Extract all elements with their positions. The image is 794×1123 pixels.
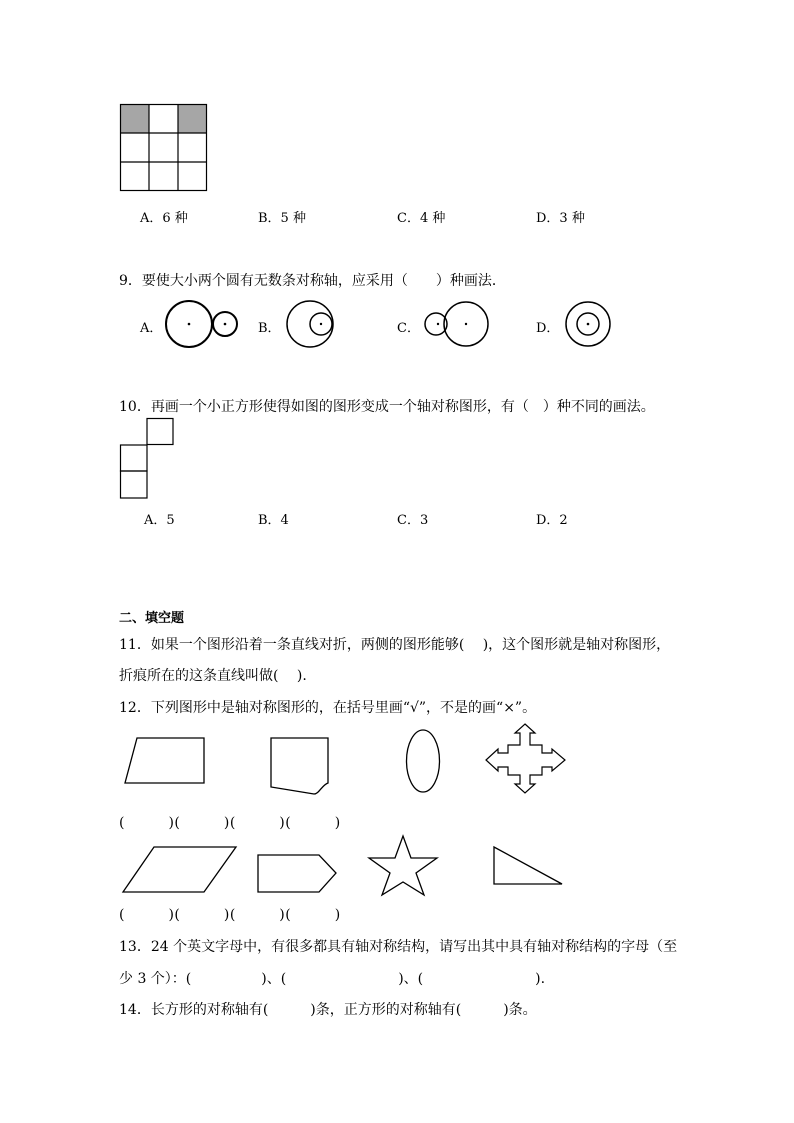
q8-option-b[interactable]: B．5 种 <box>258 211 306 226</box>
q8-option-c[interactable]: C．4 种 <box>397 211 446 226</box>
q12-blanks-row2[interactable]: ( )( )( )( ) <box>119 907 341 923</box>
q10-squares-figure <box>120 418 176 500</box>
q12-text: 12．下列图形中是轴对称图形的，在括号里画“√”，不是的画“×”。 <box>119 700 537 716</box>
q11-line2: 折痕所在的这条直线叫做( ). <box>119 668 307 684</box>
q9-figure-d <box>565 300 615 350</box>
q10-option-d[interactable]: D．2 <box>536 513 568 528</box>
q13-line1: 13．24 个英文字母中，有很多都具有轴对称结构，请写出其中具有轴对称结构的字母（至 <box>119 939 678 955</box>
q12-blanks-row1[interactable]: ( )( )( )( ) <box>119 815 341 831</box>
section-heading: 二、填空题 <box>119 611 185 626</box>
right-triangle-shape <box>492 845 566 887</box>
q8-option-d[interactable]: D．3 种 <box>536 211 585 226</box>
parallelogram-shape <box>124 737 208 787</box>
q9-label-b[interactable]: B． <box>258 321 281 336</box>
q10-option-b[interactable]: B．4 <box>258 513 289 528</box>
page-curl-shape <box>270 737 332 795</box>
q10-text: 10．再画一个小正方形使得如图的图形变成一个轴对称图形，有（ ）种不同的画法。 <box>119 399 655 415</box>
q13-line2[interactable]: 少 3 个）：( )、( )、( ). <box>119 971 546 987</box>
q9-label-a[interactable]: A． <box>140 321 163 336</box>
q8-option-a[interactable]: A．6 种 <box>140 211 188 226</box>
star-shape <box>368 835 440 897</box>
q9-figure-b <box>286 300 346 350</box>
q9-label-c[interactable]: C． <box>397 321 420 336</box>
q14-text[interactable]: 14．长方形的对称轴有( )条，正方形的对称轴有( )条。 <box>119 1002 537 1018</box>
grid-cell-shaded <box>178 104 207 133</box>
pentagon-arrow-shape <box>257 854 339 894</box>
ellipse-shape <box>405 727 445 795</box>
q11-line1: 11．如果一个图形沿着一条直线对折，两侧的图形能够( )，这个图形就是轴对称图形， <box>119 637 671 653</box>
slanted-parallelogram-shape <box>122 846 238 894</box>
q10-option-a[interactable]: A．5 <box>144 513 175 528</box>
q9-figure-c <box>424 300 494 350</box>
four-arrow-shape <box>485 723 569 795</box>
q9-text: 9．要使大小两个圆有无数条对称轴，应采用（ ）种画法． <box>119 273 506 289</box>
q9-figure-a <box>164 300 244 350</box>
grid-cell-shaded <box>120 104 149 133</box>
q8-grid-figure <box>120 104 208 192</box>
q10-option-c[interactable]: C．3 <box>397 513 429 528</box>
q9-label-d[interactable]: D． <box>536 321 560 336</box>
